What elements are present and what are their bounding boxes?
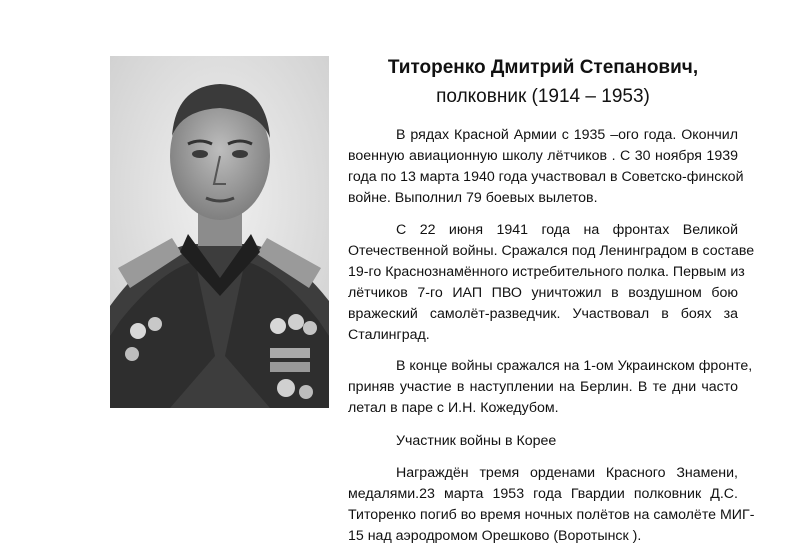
paragraph-end-of-war xyxy=(348,356,753,419)
text-line: С 22 июня 1941 года на фронтах Великой xyxy=(396,222,738,238)
text-line: войне. Выполнил 79 боевых вылетов. xyxy=(348,190,598,206)
portrait-image xyxy=(110,56,329,408)
rank-and-years: полковник (1914 – 1953) xyxy=(436,86,650,107)
paragraph-korea xyxy=(348,431,738,452)
text-line: Отечественной войны. Сражался под Ленинградом в составе xyxy=(348,243,755,259)
text-line: года по 13 марта 1940 года участвовал в Советско-финской xyxy=(348,169,744,185)
text-line: 15 над аэродромом Орешково (Воротынск ). xyxy=(348,528,642,544)
text-line: приняв участие в наступлении на Берлин. В те дни часто xyxy=(348,379,738,395)
text-line: Награждён тремя орденами Красного Знамени, xyxy=(396,465,738,481)
text-line: лётчиков 7-го ИАП ПВО уничтожил в воздушном бою xyxy=(348,285,738,301)
text-line: Титоренко погиб во время ночных полётов на самолёте МИГ- xyxy=(348,507,755,523)
paragraph-service xyxy=(348,125,744,209)
text-line: медалями.23 марта 1953 года Гвардии полковник Д.С. xyxy=(348,486,738,502)
text-line: Участник войны в Корее xyxy=(396,433,557,449)
text-line: военную авиационную школу лётчиков . С 30 ноября 1939 xyxy=(348,148,738,164)
text-line: 19-го Краснознамённого истребительного полка. Первым из xyxy=(348,264,745,280)
portrait-photo xyxy=(110,56,329,408)
text-line: В рядах Красной Армии с 1935 –ого года. Окончил xyxy=(396,127,738,143)
paragraph-awards-death xyxy=(348,463,755,547)
text-line: Сталинград. xyxy=(348,327,430,343)
text-line: В конце войны сражался на 1-ом Украинском фронте, xyxy=(396,358,753,374)
text-line: вражеский самолёт-разведчик. Участвовал в боях за xyxy=(348,306,738,322)
text-line: летал в паре с И.Н. Кожедубом. xyxy=(348,400,559,416)
person-name: Титоренко Дмитрий Степанович, xyxy=(387,57,699,78)
paragraph-great-patriotic-war xyxy=(348,220,755,346)
